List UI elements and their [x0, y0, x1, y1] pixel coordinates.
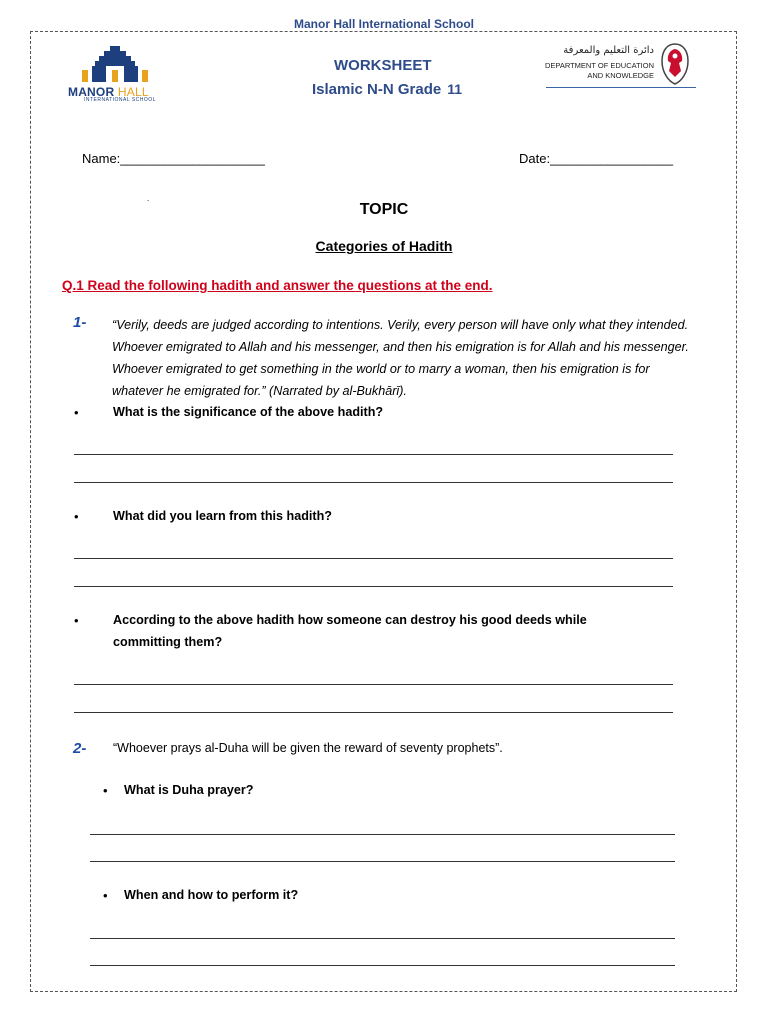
dept-english-line2: AND KNOWLEDGE	[587, 71, 654, 80]
item-number-2: 2-	[73, 740, 87, 757]
question-2a: What is Duha prayer?	[124, 783, 254, 797]
answer-line[interactable]	[74, 558, 673, 559]
answer-line[interactable]	[90, 834, 675, 835]
bullet: •	[103, 888, 108, 903]
question-1c: According to the above hadith how someone can destroy his good deeds while committing them?	[113, 613, 587, 649]
logo-subtitle: INTERNATIONAL SCHOOL	[84, 97, 156, 103]
dept-arabic-name: دائرة التعليم والمعرفة	[563, 45, 654, 56]
worksheet-subject: Islamic N-N Grade 11	[312, 81, 463, 98]
name-field[interactable]: Name:____________________	[82, 151, 265, 166]
bullet: •	[74, 509, 79, 524]
answer-line[interactable]	[90, 938, 675, 939]
answer-line[interactable]	[74, 586, 673, 587]
hadith-1-text: “Verily, deeds are judged according to intentions. Verily, every person will have only what they intended. Whoever emigrated to Allah and his messenger, and then his emigration is for Allah and his messenger. Whoever emigrated to get something in the world or to marry a woman, then his emigration is for whatever he emigrated for.” (Narrated by al-Bukhārī).	[112, 318, 689, 398]
bullet: •	[74, 405, 79, 420]
grade-number: 11	[447, 81, 463, 97]
worksheet-title: WORKSHEET	[334, 57, 432, 74]
answer-line[interactable]	[74, 684, 673, 685]
answer-line[interactable]	[90, 861, 675, 862]
question-2b: When and how to perform it?	[124, 888, 299, 902]
topic-heading: TOPIC	[359, 201, 409, 218]
stray-dot: .	[147, 194, 150, 203]
item-number-1: 1-	[73, 314, 87, 331]
bullet: •	[103, 783, 108, 798]
dept-underline	[546, 87, 696, 88]
question-1a: What is the significance of the above hadith?	[113, 405, 384, 419]
school-name-header: Manor Hall International School	[293, 17, 475, 31]
question-1b: What did you learn from this hadith?	[113, 509, 332, 523]
category-heading: Categories of Hadith	[315, 238, 453, 254]
hadith-2-text: “Whoever prays al-Duha will be given the reward of seventy prophets”.	[113, 741, 503, 755]
answer-line[interactable]	[90, 965, 675, 966]
answer-line[interactable]	[74, 712, 673, 713]
logo-wordmark: MANOR HALL	[68, 85, 149, 99]
bullet: •	[74, 613, 79, 628]
dept-english-line1: DEPARTMENT OF EDUCATION	[544, 61, 654, 70]
answer-line[interactable]	[74, 454, 673, 455]
date-field[interactable]: Date:_________________	[519, 151, 673, 166]
answer-line[interactable]	[74, 482, 673, 483]
question-1-instruction: Q.1 Read the following hadith and answer the questions at the end.	[62, 278, 493, 293]
falcon-crest-icon	[659, 41, 691, 87]
